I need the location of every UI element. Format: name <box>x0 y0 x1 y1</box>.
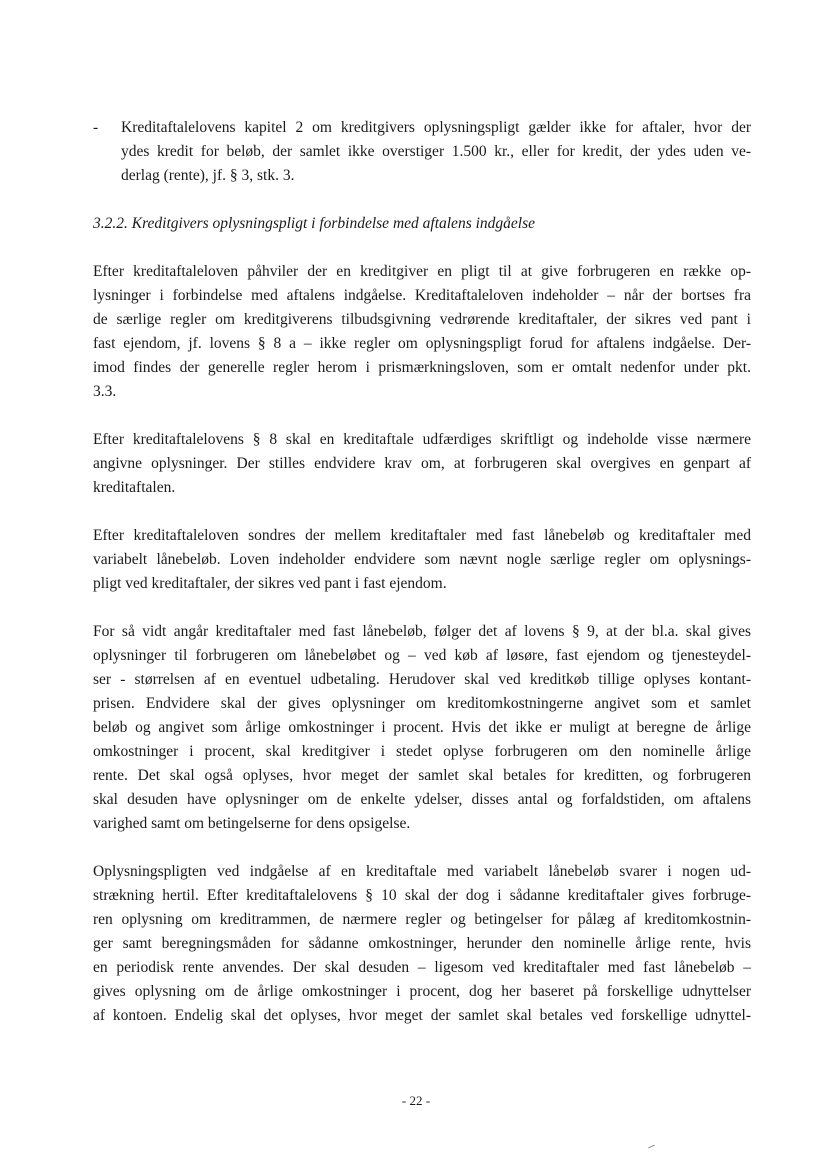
paragraph-line: af kontoen. Endelig skal det oplyses, hvor meget der samlet skal betales ved forskellige udnyttel- <box>93 1007 751 1024</box>
paragraph-line: en periodisk rente anvendes. Der skal desuden – ligesom ved kreditaftaler med fast lånebeløb – <box>93 959 751 976</box>
bullet-line: derlag (rente), jf. § 3, stk. 3. <box>121 167 295 184</box>
paragraph-line: prisen. Endvidere skal der gives oplysninger om kreditomkostningerne angivet som et samlet <box>93 695 751 712</box>
paragraph-line: ger samt beregningsmåden for sådanne omkostninger, herunder den nominelle årlige rente, hvis <box>93 935 751 952</box>
bullet-marker: - <box>93 119 99 136</box>
paragraph-line: For så vidt angår kreditaftaler med fast lånebeløb, følger det af lovens § 9, at der bl.a. skal gives <box>93 623 751 640</box>
paragraph-line: strækning hertil. Efter kreditaftalelovens § 10 skal der dog i sådanne kreditaftaler gives forbruge- <box>93 887 751 904</box>
paragraph-line: fast ejendom, jf. lovens § 8 a – ikke regler om oplysningspligt forud for aftalens indgåelse. Der- <box>93 335 751 352</box>
paragraph-line: angivne oplysninger. Der stilles endvidere krav om, at forbrugeren skal overgives en genpart af <box>93 455 751 472</box>
paragraph-line: lysninger i forbindelse med aftalens indgåelse. Kreditaftaleloven indeholder – når der bortses fra <box>93 287 751 304</box>
paragraph-line: ser - størrelsen af en eventuel udbetaling. Herudover skal ved kreditkøb tillige oplyses kontant- <box>93 671 751 688</box>
bullet-line: Kreditaftalelovens kapitel 2 om kreditgivers oplysningspligt gælder ikke for aftaler, hvor der <box>121 119 751 136</box>
paragraph-line: Efter kreditaftaleloven påhviler der en kreditgiver en pligt til at give forbrugeren en række op- <box>93 263 751 280</box>
paragraph-line: de særlige regler om kreditgiverens tilbudsgivning vedrørende kreditaftaler, der sikres ved pant i <box>93 311 751 328</box>
paragraph-line: gives oplysning om de årlige omkostninger i procent, dog her baseret på forskellige udnyttelser <box>93 983 751 1000</box>
paragraph-line: oplysninger til forbrugeren om lånebeløbet og – ved køb af løsøre, fast ejendom og tjenesteydel- <box>93 647 751 664</box>
bullet-line: ydes kredit for beløb, der samlet ikke overstiger 1.500 kr., eller for kredit, der ydes uden ve- <box>121 143 751 160</box>
paragraph-line: skal desuden have oplysninger om de enkelte ydelser, disses antal og forfaldstiden, om aftalens <box>93 791 751 808</box>
paragraph-line: variabelt lånebeløb. Loven indeholder endvidere som nævnt nogle særlige regler om oplysnings- <box>93 551 751 568</box>
paragraph-line: imod findes der generelle regler herom i prismærkningsloven, som er omtalt nedenfor under pkt. <box>93 359 751 376</box>
section-heading: 3.2.2. Kreditgivers oplysningspligt i forbindelse med aftalens indgåelse <box>93 215 535 232</box>
paragraph-line: 3.3. <box>93 383 117 400</box>
paragraph-line: pligt ved kreditaftaler, der sikres ved pant i fast ejendom. <box>93 575 447 592</box>
paragraph-line: ren oplysning om kreditrammen, de nærmere regler og betingelser for pålæg af kreditomkostnin- <box>93 911 751 928</box>
paragraph-line: omkostninger i procent, skal kreditgiver i stedet oplyse forbrugeren om den nominelle årlige <box>93 743 751 760</box>
paragraph-line: Efter kreditaftalelovens § 8 skal en kreditaftale udfærdiges skriftligt og indeholde visse nærmere <box>93 431 751 448</box>
paragraph-line: Efter kreditaftaleloven sondres der mellem kreditaftaler med fast lånebeløb og kreditaftaler med <box>93 527 751 544</box>
paragraph-line: Oplysningspligten ved indgåelse af en kreditaftale med variabelt lånebeløb svarer i nogen ud- <box>93 863 751 880</box>
paragraph-line: rente. Det skal også oplyses, hvor meget der samlet skal betales for kreditten, og forbrugeren <box>93 767 751 784</box>
scan-mark <box>648 1145 655 1149</box>
page-number: - 22 - <box>401 1093 431 1108</box>
paragraph-line: kreditaftalen. <box>93 479 176 496</box>
paragraph-line: varighed samt om betingelserne for dens opsigelse. <box>93 815 411 832</box>
paragraph-line: beløb og angivet som årlige omkostninger i procent. Hvis det ikke er muligt at beregne de årlige <box>93 719 751 736</box>
